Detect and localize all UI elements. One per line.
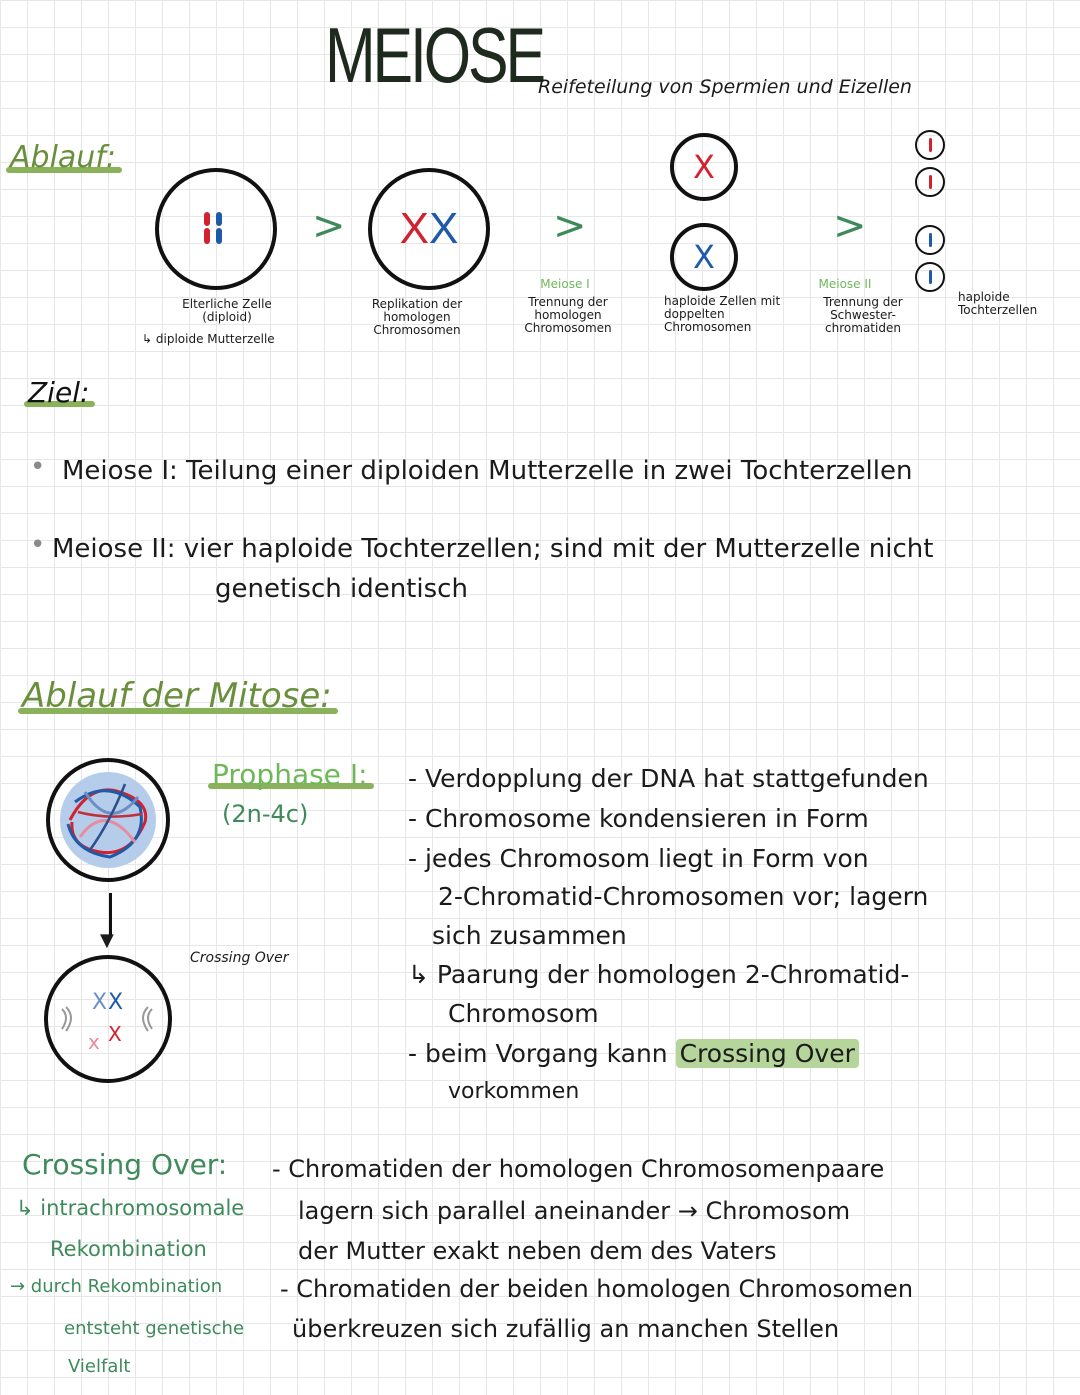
svg-text:X: X (108, 1022, 122, 1046)
prophase-line-9: vorkommen (448, 1079, 580, 1104)
crossing-line-4: - Chromatiden der beiden homologen Chromosomen (280, 1275, 914, 1303)
haploid-chromosome-red: X (693, 148, 715, 186)
daughter-chromatid-3 (929, 233, 932, 247)
mitose-heading (22, 676, 332, 716)
bullet-icon: • (30, 530, 46, 560)
page-subtitle: Reifeteilung von Spermien und Eizellen (538, 76, 912, 98)
prophase-line-8 (408, 1035, 859, 1073)
goal-2-cont: genetisch identisch (215, 574, 468, 604)
prophase-line-1: - Verdopplung der DNA hat stattgefunden (408, 764, 929, 793)
meiose1-label: Meiose I (540, 277, 590, 291)
meiose2-label: Meiose II (818, 277, 872, 291)
ziel-heading-text: Ziel: (28, 376, 90, 409)
crossing-side-5: Vielfalt (68, 1356, 131, 1377)
prophase-line-2: - Chromosome kondensieren in Form (408, 804, 869, 833)
daughter-cell-3 (915, 225, 945, 255)
mitose-heading-text: Ablauf der Mitose: (22, 676, 332, 716)
crossing-side-4: entsteht genetische (64, 1318, 245, 1339)
haploid-cell-bottom (670, 223, 738, 291)
daughter-cell-2 (915, 167, 945, 197)
prophase-formula: (2n-4c) (222, 800, 309, 828)
daughter-chromatid-4 (929, 270, 932, 284)
crossing-over-highlight: Crossing Over (676, 1039, 859, 1068)
page-title: MEIOSE (325, 11, 543, 99)
prophase-line-5: sich zusammen (432, 921, 627, 950)
prophase-label-text: Prophase I: (212, 758, 368, 791)
ziel-heading (28, 376, 89, 409)
prophase-line-3: - jedes Chromosom liegt in Form von (408, 844, 869, 873)
crossing-side-2: Rekombination (50, 1237, 207, 1261)
parent-cell (155, 168, 277, 290)
cell1-note: ↳ diploide Mutterzelle (142, 332, 275, 346)
chromosome-pair-icon (159, 172, 273, 286)
prophase-line-6: ↳ Paarung der homologen 2-Chromatid- (408, 960, 910, 989)
prophase-line-7: Chromosom (448, 999, 599, 1028)
arrow-2: > (553, 203, 587, 249)
meiose1-caption: Trennung der homologen Chromosomen (524, 295, 612, 335)
daughter-chromatid-1 (929, 138, 932, 152)
cell3-caption: haploide Zellen mit doppelten Chromosomen (664, 294, 781, 334)
crossing-line-5: überkreuzen sich zufällig an manchen Stellen (292, 1315, 840, 1343)
arrow-3: > (833, 203, 867, 249)
crossing-side-1: ↳ intrachromosomale (16, 1196, 245, 1220)
crossing-over-label: Crossing Over: (22, 1148, 228, 1181)
tangled-chromatin-icon (50, 762, 166, 878)
haploid-chromosome-blue: X (693, 238, 715, 276)
daughter-chromatid-2 (929, 175, 932, 189)
spindle-chromosomes-icon (48, 959, 168, 1079)
final-caption: haploide Tochterzellen (958, 290, 1038, 317)
prophase-cell (46, 758, 170, 882)
xx-chromosomes: XX (399, 204, 459, 253)
haploid-cell-top (670, 133, 738, 201)
meiose2-caption: Trennung der Schwester- chromatiden (823, 295, 903, 335)
svg-text:X: X (92, 990, 108, 1015)
cell1-caption: Elterliche Zelle (diploid) (182, 297, 272, 324)
svg-text:x: x (88, 1030, 100, 1054)
bullet-icon: • (30, 452, 46, 482)
daughter-cell-4 (915, 262, 945, 292)
svg-text:X: X (108, 990, 124, 1015)
prophase-line-4: 2-Chromatid-Chromosomen vor; lagern (438, 882, 929, 911)
arrow-1: > (312, 203, 346, 249)
ablauf-heading-text: Ablauf: (10, 140, 116, 175)
replicated-cell (368, 168, 490, 290)
prophase-line-8-text: - beim Vorgang kann (408, 1039, 668, 1068)
cell2-caption: Replikation der homologen Chromosomen (371, 297, 463, 337)
crossing-over-cell (44, 955, 172, 1083)
crossing-side-3: → durch Rekombination (10, 1276, 223, 1297)
crossing-line-3: der Mutter exakt neben dem des Vaters (298, 1237, 777, 1265)
crossing-over-annotation: Crossing Over (190, 950, 289, 966)
crossing-line-2: lagern sich parallel aneinander → Chromosom (298, 1197, 851, 1225)
prophase-label (212, 758, 368, 791)
goal-2: Meiose II: vier haploide Tochterzellen; sind mit der Mutterzelle nicht (52, 534, 934, 564)
meiosis-diagram (0, 0, 1080, 380)
down-arrow-line (109, 893, 112, 935)
goal-1: Meiose I: Teilung einer diploiden Mutterzelle in zwei Tochterzellen (62, 456, 913, 486)
daughter-cell-1 (915, 130, 945, 160)
down-arrow-icon: ▼ (100, 930, 114, 951)
crossing-line-1: - Chromatiden der homologen Chromosomenpaare (272, 1155, 885, 1183)
